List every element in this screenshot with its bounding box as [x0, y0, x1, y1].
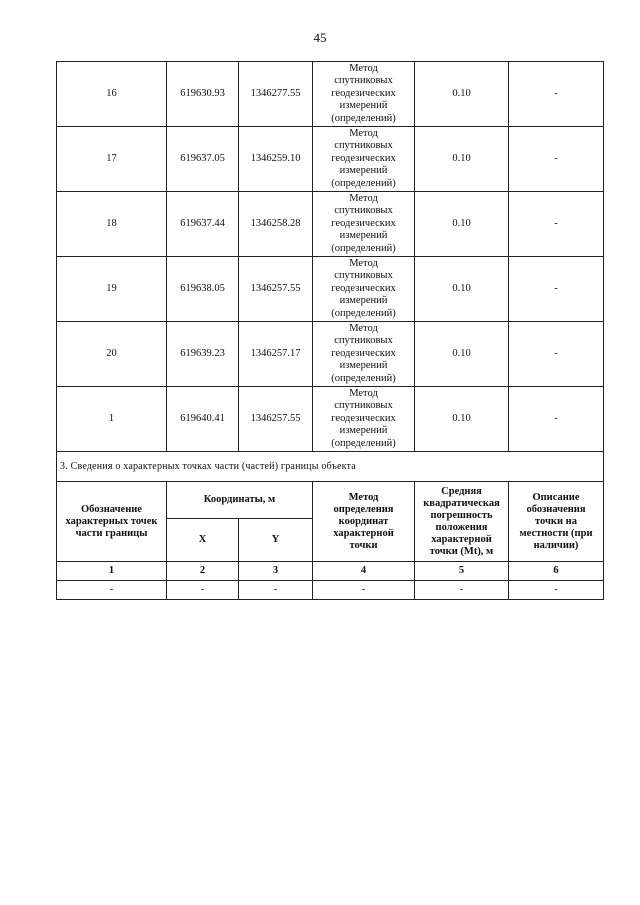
empty-cell: - [509, 581, 604, 600]
empty-cell: - [57, 581, 167, 600]
description-value: - [509, 387, 604, 452]
point-number: 19 [57, 257, 167, 322]
header-x: X [167, 519, 239, 562]
table-row [57, 127, 604, 192]
description-value: - [509, 257, 604, 322]
header-y: Y [239, 519, 313, 562]
section-title-row [57, 452, 604, 482]
empty-cell: - [313, 581, 415, 600]
column-number: 3 [239, 562, 313, 581]
description-value: - [509, 322, 604, 387]
table-row [57, 257, 604, 322]
table-row [57, 581, 604, 600]
error-value: 0.10 [415, 192, 509, 257]
coord-y: 1346277.55 [239, 62, 313, 127]
header-designation: Обозначение характерных точек части границы [57, 482, 167, 562]
method-cell: Метод спутниковых геодезических измерений (определений) [313, 127, 415, 192]
coord-x: 619640.41 [167, 387, 239, 452]
method-cell: Метод спутниковых геодезических измерений (определений) [313, 257, 415, 322]
empty-cell: - [415, 581, 509, 600]
column-number: 5 [415, 562, 509, 581]
error-value: 0.10 [415, 257, 509, 322]
coord-x: 619638.05 [167, 257, 239, 322]
column-number: 4 [313, 562, 415, 581]
table-row [57, 322, 604, 387]
coord-y: 1346257.55 [239, 387, 313, 452]
method-cell: Метод спутниковых геодезических измерений (определений) [313, 322, 415, 387]
description-value: - [509, 62, 604, 127]
point-number: 20 [57, 322, 167, 387]
method-cell: Метод спутниковых геодезических измерений (определений) [313, 192, 415, 257]
header-row [57, 482, 604, 519]
error-value: 0.10 [415, 387, 509, 452]
coord-x: 619639.23 [167, 322, 239, 387]
header-error: Средняя квадратическая погрешность положения характерной точки (Mt), м [415, 482, 509, 562]
page-number: 45 [313, 30, 327, 45]
point-number: 1 [57, 387, 167, 452]
description-value: - [509, 192, 604, 257]
header-coordinates: Координаты, м [167, 482, 313, 519]
table-row [57, 192, 604, 257]
error-value: 0.10 [415, 322, 509, 387]
column-number: 1 [57, 562, 167, 581]
coord-x: 619637.44 [167, 192, 239, 257]
method-cell: Метод спутниковых геодезических измерений (определений) [313, 62, 415, 127]
column-numbers-row [57, 562, 604, 581]
empty-cell: - [167, 581, 239, 600]
error-value: 0.10 [415, 62, 509, 127]
column-number: 6 [509, 562, 604, 581]
coordinates-table [56, 61, 604, 600]
header-description: Описание обозначения точки на местности (при наличии) [509, 482, 604, 562]
coord-x: 619630.93 [167, 62, 239, 127]
coord-y: 1346257.17 [239, 322, 313, 387]
coord-y: 1346257.55 [239, 257, 313, 322]
column-number: 2 [167, 562, 239, 581]
point-number: 16 [57, 62, 167, 127]
table-row [57, 62, 604, 127]
description-value: - [509, 127, 604, 192]
header-method: Метод определения координат характерной точки [313, 482, 415, 562]
point-number: 17 [57, 127, 167, 192]
table-row [57, 387, 604, 452]
coord-y: 1346258.28 [239, 192, 313, 257]
method-cell: Метод спутниковых геодезических измерений (определений) [313, 387, 415, 452]
section-title: 3. Сведения о характерных точках части (частей) границы объекта [57, 452, 604, 482]
point-number: 18 [57, 192, 167, 257]
coord-x: 619637.05 [167, 127, 239, 192]
coord-y: 1346259.10 [239, 127, 313, 192]
error-value: 0.10 [415, 127, 509, 192]
empty-cell: - [239, 581, 313, 600]
